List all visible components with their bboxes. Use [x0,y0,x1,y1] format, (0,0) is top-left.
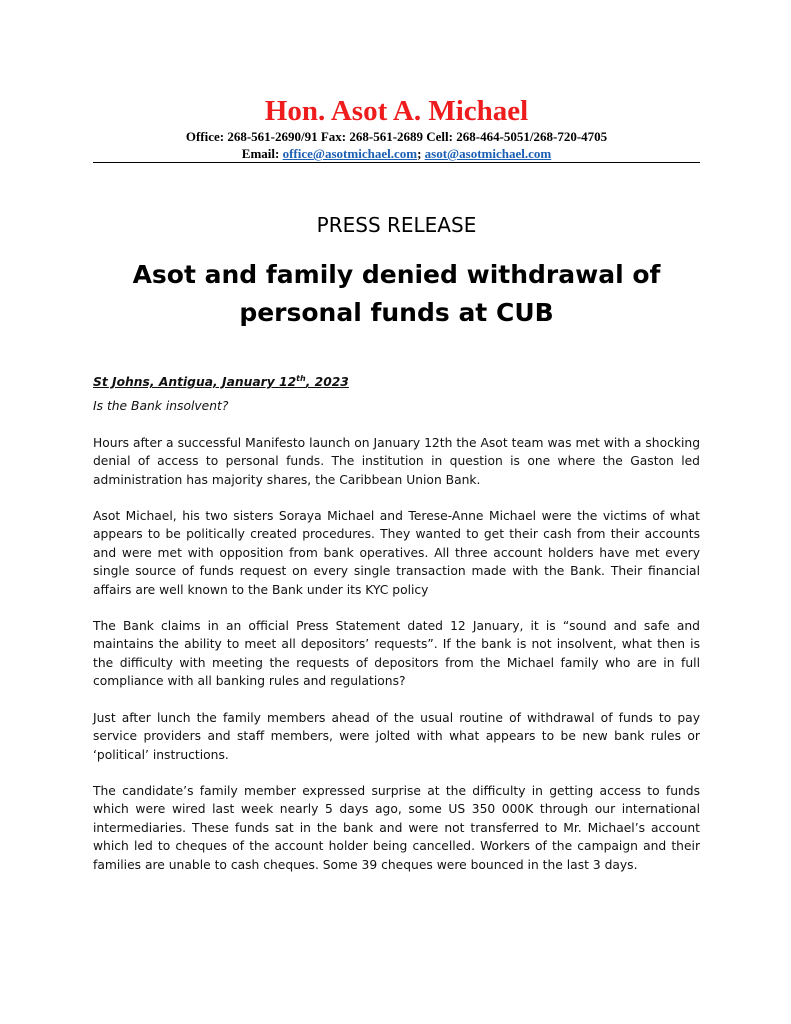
dateline-year: , 2023 [305,375,349,389]
email-line [93,145,700,162]
paragraph: The Bank claims in an official Press Statement dated 12 January, it is “sound and safe and maintains the ability to meet all depositors’ requests”. If the bank is not insolvent, what then is the difficulty with meeting the requests of depositors from the Michael family who are in full compliance with all banking rules and regulations? [93,619,700,689]
asot-email-link[interactable]: asot@asotmichael.com [424,146,552,161]
paragraph: Just after lunch the family members ahead of the usual routine of withdrawal of funds to pay service providers and staff members, were jolted with what appears to be new bank rules or ‘political’ instructions. [93,710,700,762]
dateline-place-date: St Johns, Antigua, January 12 [93,375,297,389]
headline: Asot and family denied withdrawal of personal funds at CUB [132,260,661,327]
article-body [93,373,700,892]
email-separator: ; [417,146,422,161]
press-release-label: PRESS RELEASE [316,213,477,237]
lead-question: Is the Bank insolvent? [93,399,229,414]
sender-name: Hon. Asot A. Michael [264,95,529,127]
paragraph: The candidate’s family member expressed surprise at the difficulty in getting access to funds which were wired last week nearly 5 days ago, some US 350 000K through our international intermediaries. These funds sat in the bank and were not transferred to Mr. Michael’s account which led to cheques of the account holder being cancelled. Workers of the campaign and their families are unable to cash cheques. Some 39 cheques were bounced in the last 3 days. [93,783,700,872]
office-email-link[interactable]: office@asotmichael.com [282,146,418,161]
paragraph: Asot Michael, his two sisters Soraya Michael and Terese-Anne Michael were the victims of what appears to be politically created procedures. They wanted to get their cash from their accounts and were met with opposition from bank operatives. All three account holders have met every single source of funds request on every single transaction made with the Bank. Their financial affairs are well known to the Bank under its KYC policy [93,509,700,597]
email-label: Email: [241,146,280,161]
contact-numbers: Office: 268-561-2690/91 Fax: 268-561-2689 Cell: 268-464-5051/268-720-4705 [185,129,608,144]
letterhead-divider [93,162,700,163]
dateline [93,373,700,391]
paragraph: Hours after a successful Manifesto launch on January 12th the Asot team was met with a shocking denial of access to personal funds. The institution in question is one where the Gaston led administration has majority shares, the Caribbean Union Bank. [93,435,700,487]
dateline-ordinal: th [296,373,306,383]
letterhead [93,94,700,162]
